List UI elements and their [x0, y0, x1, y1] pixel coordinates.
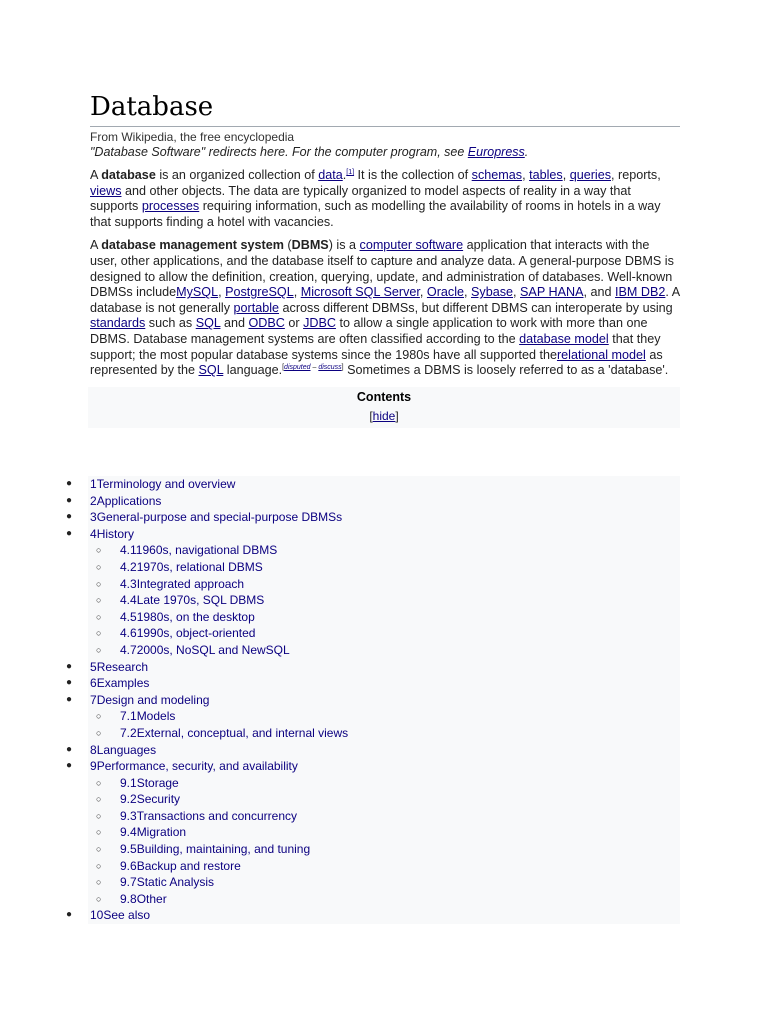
toc-item-link[interactable] — [120, 874, 214, 891]
bold-term-dbms-full: database management system — [101, 238, 284, 253]
toc-item-number: 7.2 — [120, 725, 137, 740]
toc-item[interactable] — [0, 625, 680, 642]
text: , and — [583, 285, 616, 300]
toc-item-link[interactable] — [120, 725, 348, 742]
text: reports, — [614, 168, 661, 182]
toc-item-link[interactable] — [120, 708, 175, 725]
toc-item[interactable] — [0, 824, 680, 841]
toc-item-number: 4.2 — [120, 559, 137, 574]
link-sql[interactable]: SQL — [195, 316, 221, 331]
toc-item-link[interactable] — [90, 742, 156, 759]
bullet-icon: ● — [66, 527, 73, 539]
toc-item[interactable] — [0, 592, 680, 609]
hollow-bullet-icon: ○ — [96, 860, 102, 871]
toc-item[interactable] — [0, 576, 680, 593]
toc-item-number: 9.6 — [120, 858, 137, 873]
intro-paragraph-2: A database management system (DBMS) is a computer software application that interacts with the user, other applications, and the database itself to capture and analyze data. A general-purpose DBMS is designed to allow the definition, creation, querying, update, and administration of databases. Well-known DBMSs includeMySQL, PostgreSQL, Microsoft SQL Server, Oracle, Sybase, SAP HANA, and IBM DB2. A database is not generally portable across different DBMSs, but different DBMS can interoperate by using standards such as SQL and ODBC or JDBC to allow a single application to work with more than one DBMS. Database management systems are often classified according to the database model that they support; the most popular database systems since the 1980s have all supported therelational model as represented by the SQL language.[disputed – discuss] Sometimes a DBMS is loosely referred to as a 'database'. — [90, 238, 680, 378]
bullet-icon: ● — [66, 478, 73, 489]
text: language. — [223, 363, 283, 378]
toc-hide-bracket-open: [ — [369, 408, 373, 423]
site-tagline: From Wikipedia, the free encyclopedia — [90, 130, 295, 144]
text: requiring information, such as modelling the availability of rooms in hotels in a way that supports finding a hotel with vacancies. — [90, 199, 661, 229]
hollow-bullet-icon: ○ — [96, 561, 102, 572]
toc-item-label: External, conceptual, and internal views — [136, 725, 349, 740]
link-postgresql[interactable]: PostgreSQL — [225, 285, 294, 300]
toc-item-link[interactable] — [90, 526, 134, 543]
toc-item[interactable] — [0, 642, 680, 659]
disputed-link[interactable]: disputed — [284, 364, 311, 372]
text: ) is a — [328, 238, 360, 253]
toc-item-link[interactable] — [90, 692, 209, 709]
toc-item-link[interactable] — [120, 791, 180, 808]
toc-item-number: 3 — [90, 510, 97, 525]
toc-item[interactable] — [0, 775, 680, 792]
toc-item-number: 9.5 — [120, 842, 137, 857]
text: A — [90, 168, 102, 182]
toc-item-link[interactable] — [120, 891, 167, 908]
toc-item-number: 9.1 — [120, 775, 137, 790]
toc-item-label: 1970s, relational DBMS — [136, 559, 263, 574]
bold-term-dbms: DBMS — [291, 238, 329, 253]
citation-bracket-open: [ — [282, 364, 285, 372]
article-content — [90, 90, 680, 428]
text: Sometimes a DBMS is loosely referred to as a 'database'. — [343, 363, 669, 378]
toc-item-number: 9.3 — [120, 808, 137, 823]
toc-item-link[interactable] — [90, 907, 150, 924]
toc-item-label: Storage — [136, 775, 179, 790]
hollow-bullet-icon: ○ — [96, 777, 102, 788]
toc-item[interactable] — [0, 791, 680, 808]
toc-item-label: Static Analysis — [136, 875, 215, 890]
toc-title: Contents — [356, 389, 412, 404]
text: A — [90, 238, 102, 253]
toc-item-label: Migration — [136, 825, 187, 840]
toc-hide-link[interactable]: hide — [372, 408, 396, 423]
toc-item[interactable] — [0, 493, 680, 510]
text: to allow a single application to work with more than one DBMS. Database management systems are often classified according to the — [90, 316, 648, 346]
link-sql-language[interactable]: SQL — [198, 363, 224, 378]
link-standards[interactable]: standards — [90, 316, 146, 331]
toc-item[interactable] — [0, 841, 680, 858]
hollow-bullet-icon: ○ — [96, 893, 102, 904]
toc-item-link[interactable] — [90, 493, 161, 510]
toc-item[interactable] — [0, 758, 680, 775]
toc-item-number: 2 — [90, 493, 97, 508]
toc-row-background — [88, 493, 680, 510]
toc-item-link[interactable] — [120, 576, 244, 593]
link-ibm-db2[interactable]: IBM DB2 — [615, 285, 666, 300]
citation-bracket-close: ] — [341, 364, 344, 372]
toc-item[interactable] — [0, 725, 680, 742]
toc-item-label: 1980s, on the desktop — [136, 609, 255, 624]
toc-item-link[interactable] — [120, 841, 310, 858]
toc-item-label: 1960s, navigational DBMS — [135, 543, 278, 558]
toc-item[interactable] — [0, 542, 680, 559]
toc-item-number: 9.4 — [120, 825, 137, 840]
bullet-icon: ● — [66, 494, 73, 506]
toc-header — [88, 387, 680, 428]
toc-item-label: Terminology and overview — [96, 477, 236, 491]
toc-item-label: Examples — [96, 676, 150, 691]
text: is an organized collection of — [155, 168, 319, 182]
toc-item-link[interactable] — [90, 758, 298, 775]
link-mysql[interactable]: MySQL — [176, 285, 219, 300]
toc-item-number: 4.3 — [120, 576, 137, 591]
page-title: Database — [90, 90, 680, 127]
toc-item-number: 5 — [90, 659, 97, 674]
toc-item-number: 9.7 — [120, 875, 137, 890]
toc-item[interactable] — [0, 907, 680, 924]
toc-row-background — [88, 659, 680, 676]
hatnote-end: . — [524, 145, 529, 159]
text: . A database is not generally — [90, 285, 680, 315]
toc-item-label: Integrated approach — [136, 576, 245, 591]
bold-term-database: database — [101, 168, 156, 182]
link-computer-software[interactable]: computer software — [359, 238, 464, 253]
text: such as — [145, 316, 196, 331]
toc-item-link[interactable] — [90, 675, 149, 692]
bullet-icon: ● — [66, 760, 73, 772]
text: ( — [283, 238, 292, 253]
intro-paragraph-1: A database is an organized collection of data.[1] It is the collection of schemas, tables, queries, reports, views and other objects. The data are typically organized to model aspects of reality in a way that supports processes requiring information, such as modelling the availability of rooms in hotels in a way that supports finding a hotel with vacancies. — [90, 168, 661, 229]
hollow-bullet-icon: ○ — [96, 844, 102, 855]
bullet-icon: ● — [66, 677, 73, 689]
hollow-bullet-icon: ○ — [96, 810, 102, 821]
toc-item-label: History — [96, 526, 135, 541]
toc-item[interactable] — [0, 559, 680, 576]
toc-item[interactable] — [0, 526, 680, 543]
toc-item[interactable] — [0, 891, 680, 908]
hollow-bullet-icon: ○ — [96, 644, 102, 655]
toc-row-background — [88, 907, 680, 924]
bullet-icon: ● — [66, 693, 73, 705]
toc-item-link[interactable] — [120, 775, 179, 792]
hollow-bullet-icon: ○ — [96, 545, 102, 556]
toc-item-label: Transactions and concurrency — [136, 808, 297, 823]
toc-item-label: Models — [136, 709, 176, 724]
hollow-bullet-icon: ○ — [96, 794, 102, 805]
toc-item-link[interactable] — [90, 659, 148, 676]
discuss-link[interactable]: discuss — [318, 364, 342, 372]
toc-item-label: Security — [136, 792, 181, 807]
toc-item-link[interactable] — [120, 858, 241, 875]
toc-item-number: 4.7 — [120, 642, 137, 657]
toc-item-label: General-purpose and special-purpose DBMSs — [96, 510, 343, 525]
citation-1[interactable]: [1] — [346, 169, 355, 176]
toc-item-link[interactable] — [120, 609, 255, 626]
toc-item-label: Backup and restore — [136, 858, 241, 873]
toc-list — [0, 476, 680, 924]
toc-item-link[interactable] — [120, 559, 263, 576]
link-jdbc[interactable]: JDBC — [303, 316, 336, 331]
link-data[interactable]: data — [318, 168, 343, 182]
toc-item[interactable] — [0, 692, 680, 709]
text: or — [284, 316, 304, 331]
link-sybase[interactable]: Sybase — [471, 285, 514, 300]
text: It is the collection of — [354, 168, 472, 182]
hollow-bullet-icon: ○ — [96, 611, 102, 622]
toc-item-number: 8 — [90, 742, 97, 757]
hollow-bullet-icon: ○ — [96, 595, 102, 606]
toc-item-number: 4.4 — [120, 593, 137, 608]
toc-item-link[interactable] — [90, 476, 235, 493]
toc-row-background — [88, 708, 680, 725]
hollow-bullet-icon: ○ — [96, 827, 102, 838]
toc-item-number: 9 — [90, 759, 97, 774]
bullet-icon: ● — [66, 909, 73, 921]
toc-item-label: Building, maintaining, and tuning — [136, 842, 311, 857]
link-sap-hana[interactable]: SAP HANA — [520, 285, 584, 300]
toc-row-background — [88, 891, 680, 908]
toc-item-number: 4.1 — [120, 543, 136, 558]
link-portable[interactable]: portable — [233, 300, 280, 315]
toc-item-label: 2000s, NoSQL and NewSQL — [136, 642, 290, 657]
text: across different DBMSs, but different DBMS can interoperate by using — [279, 300, 673, 315]
toc-item-link[interactable] — [120, 592, 264, 609]
toc-item-label: Late 1970s, SQL DBMS — [136, 593, 265, 608]
toc-item-label: 1990s, object-oriented — [136, 626, 256, 641]
toc-item-link[interactable] — [90, 509, 342, 526]
link-database-model[interactable]: database model — [519, 331, 609, 346]
toc-item-number: 6 — [90, 676, 97, 691]
toc-item-number: 7.1 — [120, 709, 137, 724]
toc-item[interactable] — [0, 476, 680, 493]
text: that they support; the most popular database systems since the 1980s have all supported the — [90, 331, 661, 362]
bullet-icon: ● — [66, 660, 73, 672]
toc-item-number: 4.6 — [120, 626, 137, 641]
text: and other objects. The data are typically organized to model aspects of reality in a way that supports — [90, 183, 631, 214]
toc-item-number: 4 — [90, 526, 97, 541]
toc-item[interactable] — [0, 858, 680, 875]
hollow-bullet-icon: ○ — [96, 578, 102, 589]
toc-item-number: 7 — [90, 692, 97, 707]
toc-item-number: 9.8 — [120, 891, 137, 906]
toc-item-number: 10 — [90, 908, 104, 923]
toc-row-background — [88, 526, 680, 543]
citation-separator: – — [310, 364, 319, 372]
link-europress[interactable]: Europress — [467, 145, 525, 159]
link-views[interactable]: views — [90, 183, 122, 198]
toc-item[interactable] — [0, 708, 680, 725]
toc-item[interactable] — [0, 675, 680, 692]
toc-row-background — [88, 675, 680, 692]
toc-item-number: 9.2 — [120, 792, 137, 807]
toc-row-background — [88, 742, 680, 759]
toc-item-label: Languages — [96, 742, 157, 757]
link-tables[interactable]: tables — [529, 168, 563, 182]
link-queries[interactable]: queries — [569, 168, 611, 182]
text: as represented by the — [90, 347, 663, 378]
link-microsoft-sql-server[interactable]: Microsoft SQL Server — [300, 285, 420, 300]
toc-item-link[interactable] — [120, 808, 297, 825]
text: and — [220, 316, 249, 331]
toc-item-number: 4.5 — [120, 609, 137, 624]
hollow-bullet-icon: ○ — [96, 727, 102, 738]
toc-item[interactable] — [0, 874, 680, 891]
toc-item-link[interactable] — [120, 642, 290, 659]
toc-item[interactable] — [0, 808, 680, 825]
toc-item-label: Design and modeling — [96, 692, 210, 707]
hatnote — [90, 144, 680, 160]
toc-item[interactable] — [0, 742, 680, 759]
hollow-bullet-icon: ○ — [96, 628, 102, 639]
hollow-bullet-icon: ○ — [96, 711, 102, 722]
toc-item-label: Performance, security, and availability — [96, 759, 298, 774]
link-relational-model[interactable]: relational model — [556, 347, 646, 362]
link-odbc[interactable]: ODBC — [248, 316, 285, 331]
toc-item-label: Applications — [96, 493, 162, 508]
toc-item[interactable] — [0, 509, 680, 526]
toc-item-label: Other — [136, 891, 167, 906]
toc-item[interactable] — [0, 609, 680, 626]
toc-item-number: 1 — [90, 477, 97, 491]
bullet-icon: ● — [66, 743, 73, 755]
link-schemas[interactable]: schemas — [471, 168, 523, 182]
link-oracle[interactable]: Oracle — [426, 285, 465, 300]
toc-item-link[interactable] — [120, 625, 255, 642]
text: application that interacts with the user, other applications, and the database itself to capture and analyze data. A general-purpose DBMS is designed to allow the definition, creation, querying, update, and administration of databases. Well-known DBMSs include — [90, 238, 674, 300]
toc-item[interactable] — [0, 659, 680, 676]
toc-item-link[interactable] — [120, 542, 277, 559]
toc-item-link[interactable] — [120, 824, 186, 841]
toc-hide-bracket-close: ] — [395, 408, 399, 423]
toc-item-label: See also — [103, 908, 151, 923]
bullet-icon: ● — [66, 511, 73, 523]
toc-item-label: Research — [96, 659, 149, 674]
link-processes[interactable]: processes — [141, 199, 200, 214]
toc-hide-control — [88, 408, 680, 425]
hatnote-text: "Database Software" redirects here. For the computer program, see — [90, 145, 468, 159]
hollow-bullet-icon: ○ — [96, 877, 102, 888]
